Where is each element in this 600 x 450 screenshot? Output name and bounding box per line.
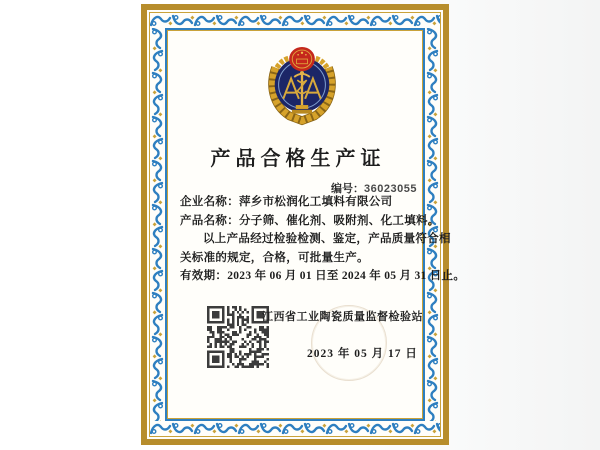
certificate-title: 产品合格生产证 [210, 148, 386, 170]
validity-line [180, 267, 466, 286]
issuer-name: 江西省工业陶瓷质量监督检验站 [262, 311, 423, 323]
ornament-border-left [150, 28, 165, 421]
statement-line-1: 以上产品经过检验检测、鉴定，产品质量符合相 [203, 233, 451, 246]
statement-line-2: 关标准的规定，合格，可批量生产。 [180, 251, 369, 264]
industry-commerce-badge-icon [263, 41, 341, 127]
company-label: 企业名称： [180, 196, 239, 208]
certificate-frame [149, 12, 466, 437]
serial-number: 36023055 [364, 183, 417, 195]
issue-date: 2023 年 05 月 17 日 [307, 348, 418, 360]
company-line [180, 193, 413, 212]
qr-code-icon [207, 306, 269, 368]
validity-value: 2023 年 06 月 01 日至 2024 年 05 月 31 日止。 [227, 270, 466, 283]
company-value: 萍乡市松润化工填料有限公司 [239, 196, 393, 208]
ornament-border-bottom [150, 421, 440, 436]
product-label: 产品名称： [180, 214, 239, 227]
serial-label: 编号： [331, 183, 364, 195]
product-line [180, 212, 440, 231]
certificate [141, 4, 466, 445]
ornament-border-top [150, 13, 440, 28]
certificate-fields [180, 193, 466, 286]
product-value: 分子筛、催化剂、吸附剂、化工填料。 [239, 214, 440, 227]
validity-label: 有效期： [180, 270, 228, 283]
certificate-body [165, 28, 466, 421]
